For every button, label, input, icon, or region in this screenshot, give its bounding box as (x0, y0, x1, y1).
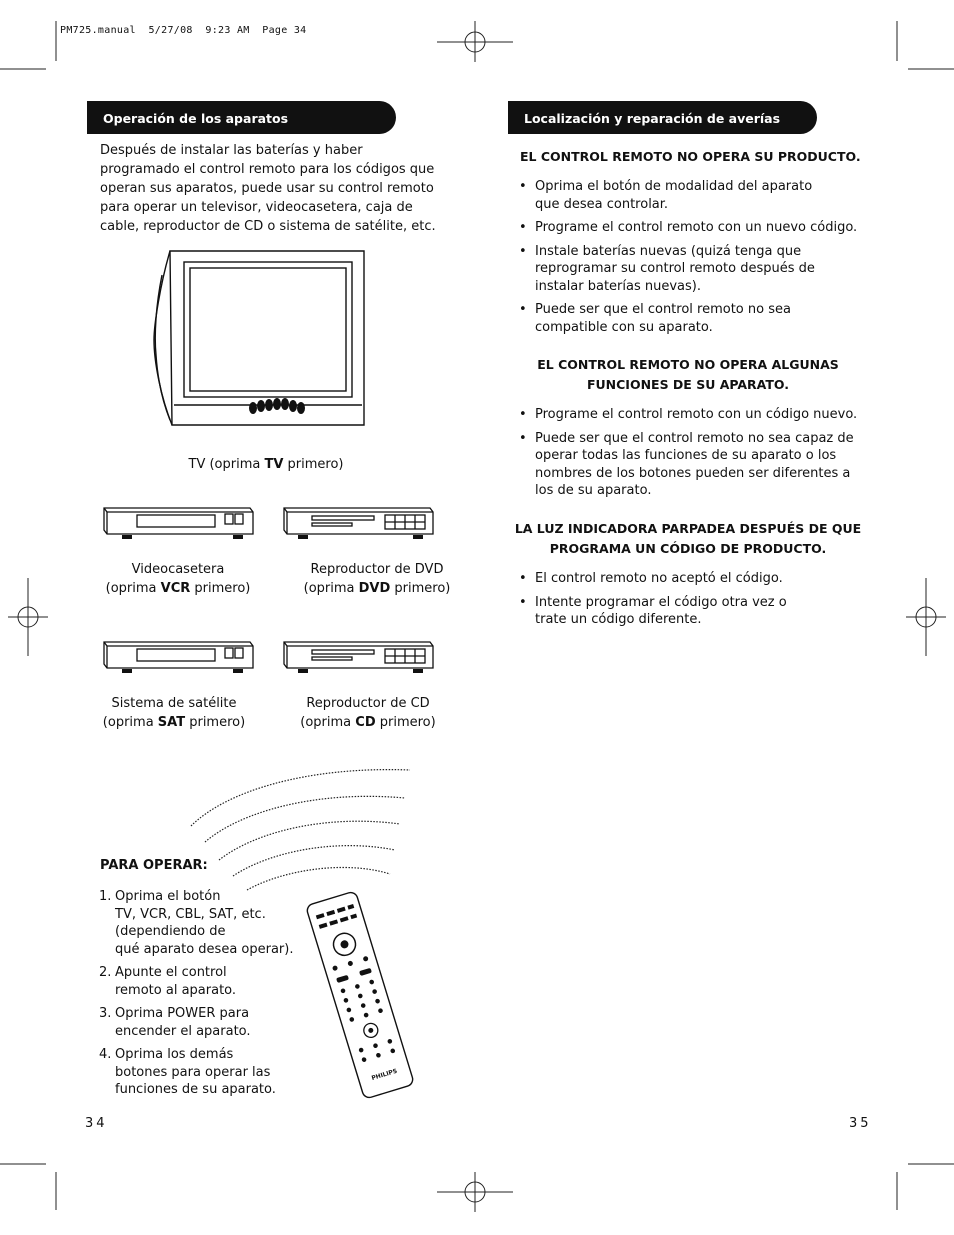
operate-step (99, 964, 299, 999)
bullet-line: operar todas las funciones de su aparato o los (535, 448, 837, 463)
dvd-caption-hint (287, 580, 467, 599)
tv-caption-key: TV (264, 457, 284, 472)
vcr-caption (88, 561, 268, 598)
vcr-caption-name: Videocasetera (131, 562, 225, 577)
sat-hint-key: SAT (157, 714, 186, 730)
bullet-line: trate un código diferente. (535, 612, 702, 627)
operate-heading: PARA OPERAR: (100, 858, 208, 873)
dvd-hint-pre: (oprima (303, 580, 359, 596)
bullet-item (519, 178, 869, 213)
tv-caption-post: primero) (283, 457, 344, 472)
section1-bullet-list (519, 178, 869, 342)
section3-heading-line: PROGRAMA UN CÓDIGO DE PRODUCTO. (549, 541, 827, 556)
cd-caption (278, 695, 458, 732)
bullet-line: que desea controlar. (535, 196, 669, 212)
cd-caption-hint (278, 714, 458, 733)
bullet-item (519, 301, 869, 336)
dvd-hint-key: DVD (358, 580, 391, 596)
bullet-item (519, 406, 869, 424)
section2-heading-line: EL CONTROL REMOTO NO OPERA ALGUNAS (537, 357, 839, 372)
sat-hint-pre: (oprima (102, 714, 158, 730)
section3-heading-line: LA LUZ INDICADORA PARPADEA DESPUÉS DE QUE (514, 521, 862, 536)
print-slug: PM725.manual 5/27/08 9:23 AM Page 34 (60, 25, 307, 36)
vcr-hint-key: VCR (160, 580, 191, 596)
step-number: 4. (99, 1047, 112, 1062)
step-line: qué aparato desea operar). (115, 941, 294, 957)
dvd-illustration (280, 500, 440, 542)
tv-illustration (150, 245, 370, 430)
cd-player-illustration (280, 634, 440, 676)
bullet-item (519, 430, 869, 500)
dvd-caption (287, 561, 467, 598)
bullet-line: Puede ser que el control remoto no sea (535, 302, 791, 317)
sat-caption-name: Sistema de satélite (111, 696, 237, 711)
operate-step (99, 1005, 299, 1040)
vcr-hint-post: primero) (190, 580, 251, 596)
vcr-hint-pre: (oprima (105, 580, 161, 596)
step-line: botones para operar las (115, 1064, 271, 1080)
bullet-item (519, 570, 869, 588)
sat-caption (84, 695, 264, 732)
vcr-illustration (100, 500, 260, 542)
bullet-item (519, 594, 869, 629)
right-section-tab (508, 101, 817, 134)
bullet-line: instalar baterías nuevas). (535, 278, 701, 294)
cd-hint-key: CD (355, 714, 376, 730)
signal-waves-illustration (185, 762, 425, 892)
bullet-line: compatible con su aparato. (535, 319, 713, 335)
step-number: 1. (99, 889, 112, 904)
operate-step (99, 1046, 299, 1099)
step-line: encender el aparato. (115, 1023, 251, 1039)
cd-hint-pre: (oprima (300, 714, 356, 730)
step-line: (dependiendo de (115, 924, 226, 939)
dvd-caption-name: Reproductor de DVD (310, 562, 444, 577)
remote-brand-label: PHILIPS (370, 1067, 399, 1083)
step-number: 2. (99, 965, 112, 980)
bullet-item (519, 219, 869, 237)
right-tab-title: Localización y reparación de averías (524, 111, 781, 126)
bullet-line: los de su aparato. (535, 483, 652, 498)
section1-heading: EL CONTROL REMOTO NO OPERA SU PRODUCTO. (520, 149, 861, 164)
right-page-number: 35 (849, 1116, 872, 1131)
left-section-tab (87, 101, 396, 134)
step-line: Oprima los demás (115, 1047, 234, 1062)
cd-hint-post: primero) (375, 714, 436, 730)
bullet-line: El control remoto no aceptó el código. (535, 571, 783, 586)
bullet-line: Puede ser que el control remoto no sea capaz de (535, 430, 854, 446)
section2-heading (508, 355, 868, 395)
cd-caption-name: Reproductor de CD (306, 696, 430, 711)
section2-bullet-list (519, 406, 869, 506)
step-line: remoto al aparato. (115, 982, 237, 998)
vcr-caption-hint (88, 580, 268, 599)
left-tab-title: Operación de los aparatos (103, 111, 289, 126)
bullet-line: Programe el control remoto con un nuevo código. (535, 220, 858, 235)
bullet-line: Programe el control remoto con un código nuevo. (535, 407, 858, 422)
sat-hint-post: primero) (185, 714, 246, 730)
remote-control-illustration (300, 890, 420, 1100)
sat-caption-hint (84, 714, 264, 733)
section3-heading (508, 519, 868, 559)
intro-paragraph: Después de instalar las baterías y haber programado el control remoto para los códigos que operan sus aparatos, puede usar su control remoto para operar un televisor, videocasetera, caja de cable, reproductor de CD o sistema de satélite, etc. (100, 143, 436, 234)
tv-caption (146, 456, 386, 475)
bullet-line: reprogramar su control remoto después de (535, 261, 815, 276)
satellite-receiver-illustration (100, 634, 260, 676)
step-line: Oprima POWER para (115, 1006, 250, 1021)
bullet-line: Instale baterías nuevas (quizá tenga que (535, 243, 802, 259)
section2-heading-line: FUNCIONES DE SU APARATO. (586, 377, 790, 392)
section3-bullet-list (519, 570, 869, 635)
tv-caption-pre: TV (oprima (188, 457, 265, 472)
step-line: funciones de su aparato. (115, 1082, 276, 1097)
bullet-line: Intente programar el código otra vez o (535, 594, 787, 610)
step-line: Apunte el control (115, 965, 227, 980)
left-page-number: 34 (85, 1116, 108, 1131)
step-line: Oprima el botón (115, 889, 221, 904)
step-number: 3. (99, 1006, 112, 1021)
operate-step (99, 888, 299, 958)
bullet-line: Oprima el botón de modalidad del aparato (535, 179, 813, 194)
bullet-item (519, 243, 869, 296)
bullet-line: nombres de los botones pueden ser diferentes a (535, 465, 851, 481)
operate-steps-list (99, 888, 299, 1105)
dvd-hint-post: primero) (390, 580, 451, 596)
step-line: TV, VCR, CBL, SAT, etc. (115, 906, 266, 922)
